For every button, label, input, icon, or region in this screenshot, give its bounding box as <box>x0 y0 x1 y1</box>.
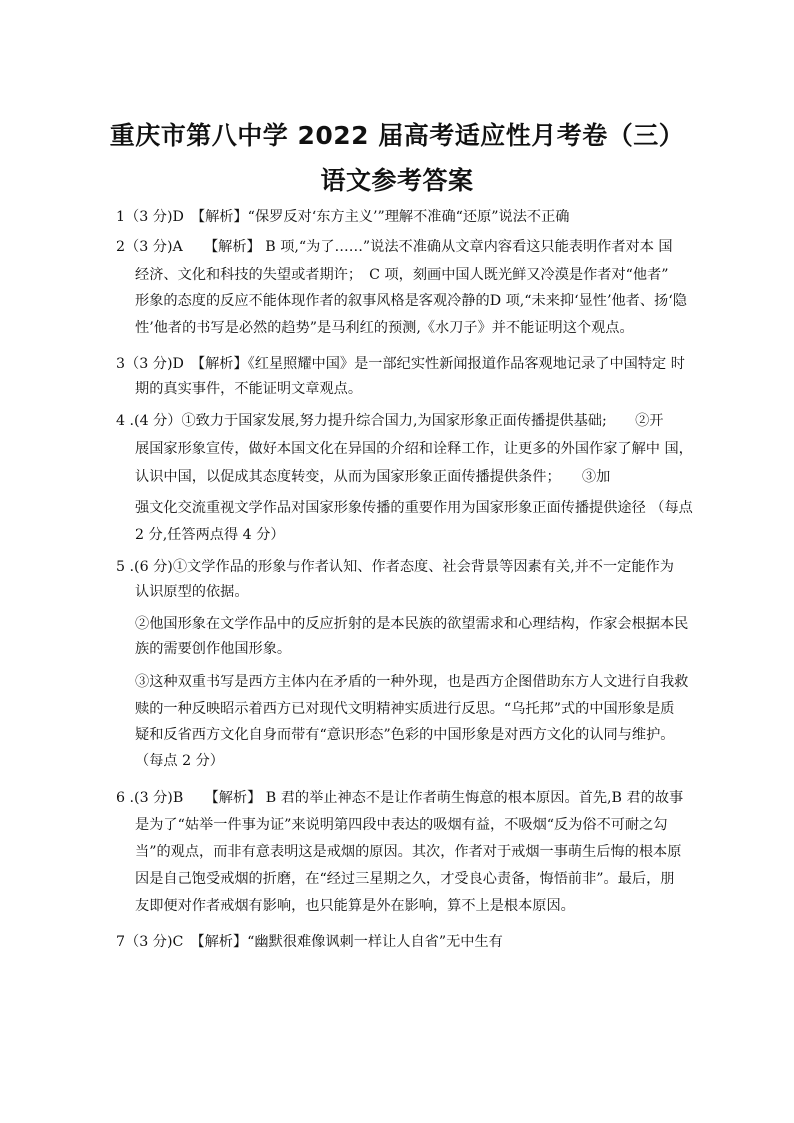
answer-line: 是为了“姑举一件事为证”来说明第四段中表达的吸烟有益，不吸烟“反为俗不可耐之勾 <box>135 817 668 833</box>
answer-line: 疑和反省西方文化自身而带有“意识形态”色彩的中国形象是对西方文化的认同与维护。 <box>135 727 675 743</box>
answer-line: 认识中国，以促成其态度转变，从而为国家形象正面传播提供条件； ③加 <box>135 469 611 485</box>
answer-line: 1（3 分)D 【解析】“保罗反对‘东方主义’”理解不准确“还原”说法不正确 <box>116 209 570 225</box>
answer-line: 展国家形象宣传，做好本国文化在异国的介绍和诠释工作，让更多的外国作家了解中 国， <box>135 441 693 457</box>
answer-line: 形象的态度的反应不能体现作者的叙事风格是客观冷静的D 项,“未来抑‘显性’他者、扬‘隐 <box>135 293 687 309</box>
document-subtitle: 语文参考答案 <box>320 166 474 195</box>
answer-line: 强文化交流重视文学作品对国家形象传播的重要作用为国家形象正面传播提供途径 （每点 <box>135 500 693 516</box>
answer-line: 当”的观点，而非有意表明这是戒烟的原因。其次，作者对于戒烟一事萌生后悔的根本原 <box>135 844 682 860</box>
answer-line: 经济、文化和科技的失望或者期许； C 项，刻画中国人既光鲜又冷漠是作者对“他者” <box>135 267 669 283</box>
answer-line: 2（3 分)A 【解析】 B 项,“为了……”说法不准确从文章内容看这只能表明作者对本 国 <box>116 239 673 255</box>
answer-line: 认识原型的依据。 <box>135 584 249 600</box>
answer-line: 因是自己饱受戒烟的折磨，在“经过三星期之久，才受良心责备，悔悟前非”。最后，朋 <box>135 871 675 887</box>
answer-line: ③这种双重书写是西方主体内在矛盾的一种外现，也是西方企图借助东方人文进行自我救 <box>135 674 689 690</box>
answer-line: 性’他者的书写是必然的趋势”是马利红的预测,《水刀子》并不能证明这个观点。 <box>135 320 634 336</box>
answer-line: 赎的一种反映昭示着西方已对现代文明精神实质进行反思。“乌托邦”式的中国形象是质 <box>135 701 675 717</box>
answer-line: 5 .(6 分)①文学作品的形象与作者认知、作者态度、社会背景等因素有关,并不一定能作为 <box>116 559 674 575</box>
answer-line: 期的真实事件，不能证明文章观点。 <box>135 381 363 397</box>
answer-line: 6 .(3 分)B 【解析】 B 君的举止神态不是让作者萌生悔意的根本原因。首先,B 君的故事 <box>116 790 684 806</box>
answer-line: 友即便对作者戒烟有影响，也只能算是外在影响，算不上是根本原因。 <box>135 898 575 914</box>
answer-line: 4 .(4 分）①致力于国家发展,努力提升综合国力,为国家形象正面传播提供基础; ②开 <box>116 413 664 429</box>
answer-line: 族的需要创作他国形象。 <box>135 641 292 657</box>
answer-line: （每点 2 分） <box>135 753 224 769</box>
answer-line: 7（3 分)C 【解析】“幽默很难像讽刺一样让人自省”无中生有 <box>116 934 503 950</box>
answer-line: ②他国形象在文学作品中的反应折射的是本民族的欲望需求和心理结构，作家会根据本民 <box>135 616 689 632</box>
document-title: 重庆市第八中学 2022 届高考适应性月考卷（三） <box>109 121 685 150</box>
answer-line: 2 分,任答两点得 4 分） <box>135 527 285 543</box>
answer-line: 3（3 分)D 【解析】《红星照耀中国》是一部纪实性新闻报道作品客观地记录了中国特定 时 <box>116 356 685 372</box>
